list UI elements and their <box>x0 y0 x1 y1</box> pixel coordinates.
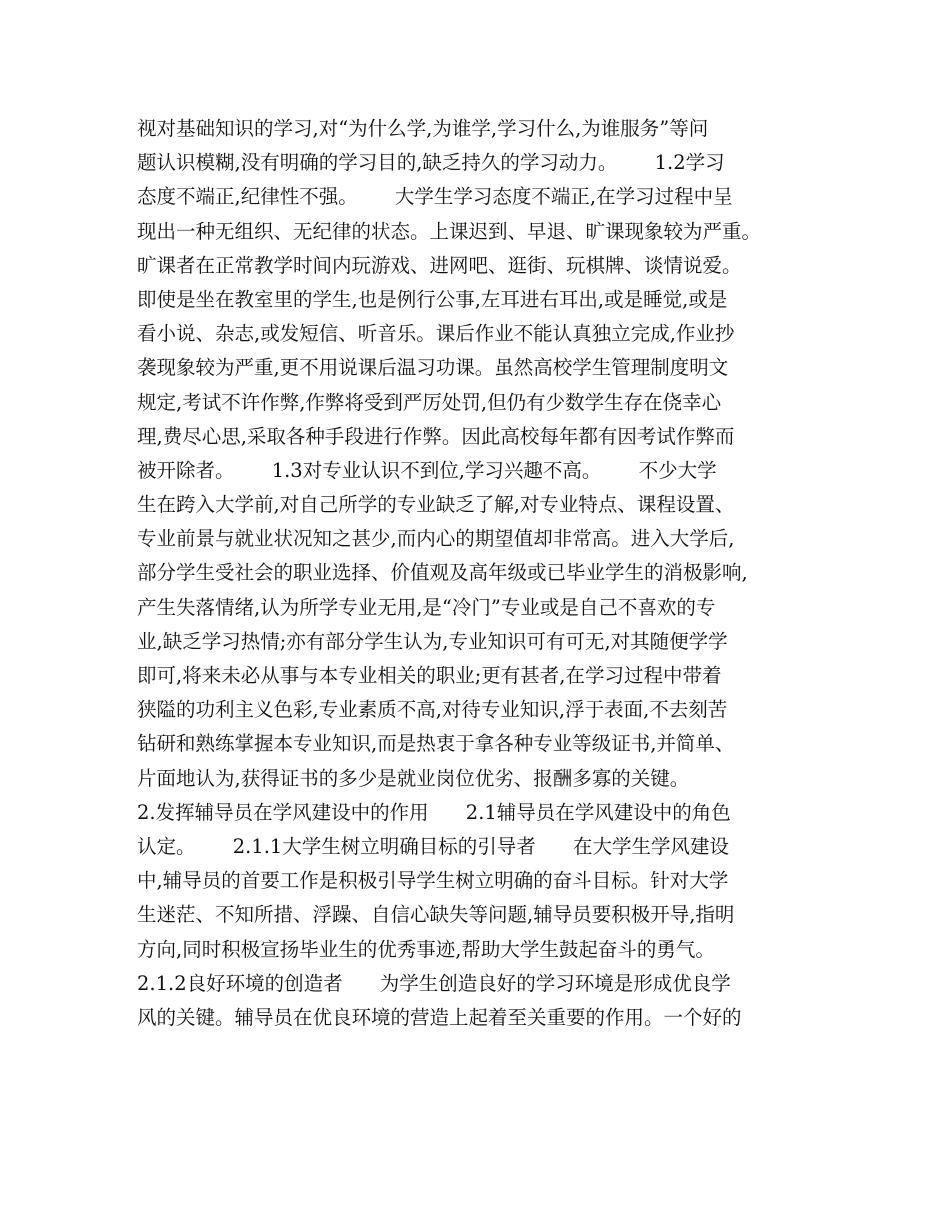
text-line: 看小说、杂志,或发短信、听音乐。课后作业不能认真独立完成,作业抄 <box>137 322 735 346</box>
text-line: 片面地认为,获得证书的多少是就业岗位优劣、报酬多寡的关键。 <box>137 766 690 790</box>
text-line: 认定。 2.1.1大学生树立明确目标的引导者 在大学生学风建设 <box>137 834 729 858</box>
text-line: 狭隘的功利主义色彩,专业素质不高,对待专业知识,浮于表面,不去刻苦 <box>137 698 728 722</box>
text-line: 中,辅导员的首要工作是积极引导学生树立明确的奋斗目标。针对大学 <box>137 869 729 893</box>
text-line: 视对基础知识的学习,对“为什么学,为谁学,学习什么,为谁服务”等问 <box>137 117 709 140</box>
text-line: 部分学生受社会的职业选择、价值观及高年级或已毕业学生的消极影响, <box>137 561 748 585</box>
text-line: 规定,考试不许作弊,作弊将受到严厉处罚,但仍有少数学生存在侥幸心 <box>137 390 722 414</box>
text-line: 生迷茫、不知所措、浮躁、自信心缺失等问题,辅导员要积极开导,指明 <box>137 903 735 927</box>
text-line: 即可,将来未必从事与本专业相关的职业;更有甚者,在学习过程中带着 <box>137 664 722 687</box>
text-line: 理,费尽心思,采取各种手段进行作弊。因此高校每年都有因考试作弊而 <box>137 424 735 448</box>
text-line: 现出一种无组织、无纪律的状态。上课迟到、早退、旷课现象较为严重。 <box>137 219 762 243</box>
text-line: 风的关键。辅导员在优良环境的营造上起着至关重要的作用。一个好的 <box>137 1005 742 1029</box>
text-line: 被开除者。 1.3对专业认识不到位,学习兴趣不高。 不少大学 <box>137 458 717 482</box>
text-line: 态度不端正,纪律性不强。 大学生学习态度不端正,在学习过程中呈 <box>137 185 733 209</box>
text-line: 袭现象较为严重,更不用说课后温习功课。虽然高校学生管理制度明文 <box>137 356 729 380</box>
text-line: 业,缺乏学习热情;亦有部分学生认为,专业知识可有可无,对其随便学学 <box>137 629 728 653</box>
text-line: 专业前景与就业状况知之甚少,而内心的期望值却非常高。进入大学后, <box>137 527 735 551</box>
body-text <box>137 112 827 1035</box>
text-line: 生在跨入大学前,对自己所学的专业缺乏了解,对专业特点、课程设置、 <box>137 493 735 517</box>
text-line: 钻研和熟练掌握本专业知识,而是热衷于拿各种专业等级证书,并简单、 <box>137 732 735 756</box>
text-line: 旷课者在正常教学时间内玩游戏、进网吧、逛街、玩棋牌、谈情说爱。 <box>137 253 742 277</box>
section-heading-line: 2.发挥辅导员在学风建设中的作用 2.1辅导员在学风建设中的角色 <box>137 800 731 824</box>
text-line: 产生失落情绪,认为所学专业无用,是“冷门”专业或是自己不喜欢的专 <box>137 595 716 619</box>
text-line: 即使是坐在教室里的学生,也是例行公事,左耳进右耳出,或是睡觉,或是 <box>137 287 728 311</box>
text-line: 题认识模糊,没有明确的学习目的,缺乏持久的学习动力。 1.2学习 <box>137 151 725 175</box>
text-line: 方向,同时积极宣扬毕业生的优秀事迹,帮助大学生鼓起奋斗的勇气。 <box>137 937 715 961</box>
text-line: 2.1.2良好环境的创造者 为学生创造良好的学习环境是形成优良学 <box>137 971 731 995</box>
